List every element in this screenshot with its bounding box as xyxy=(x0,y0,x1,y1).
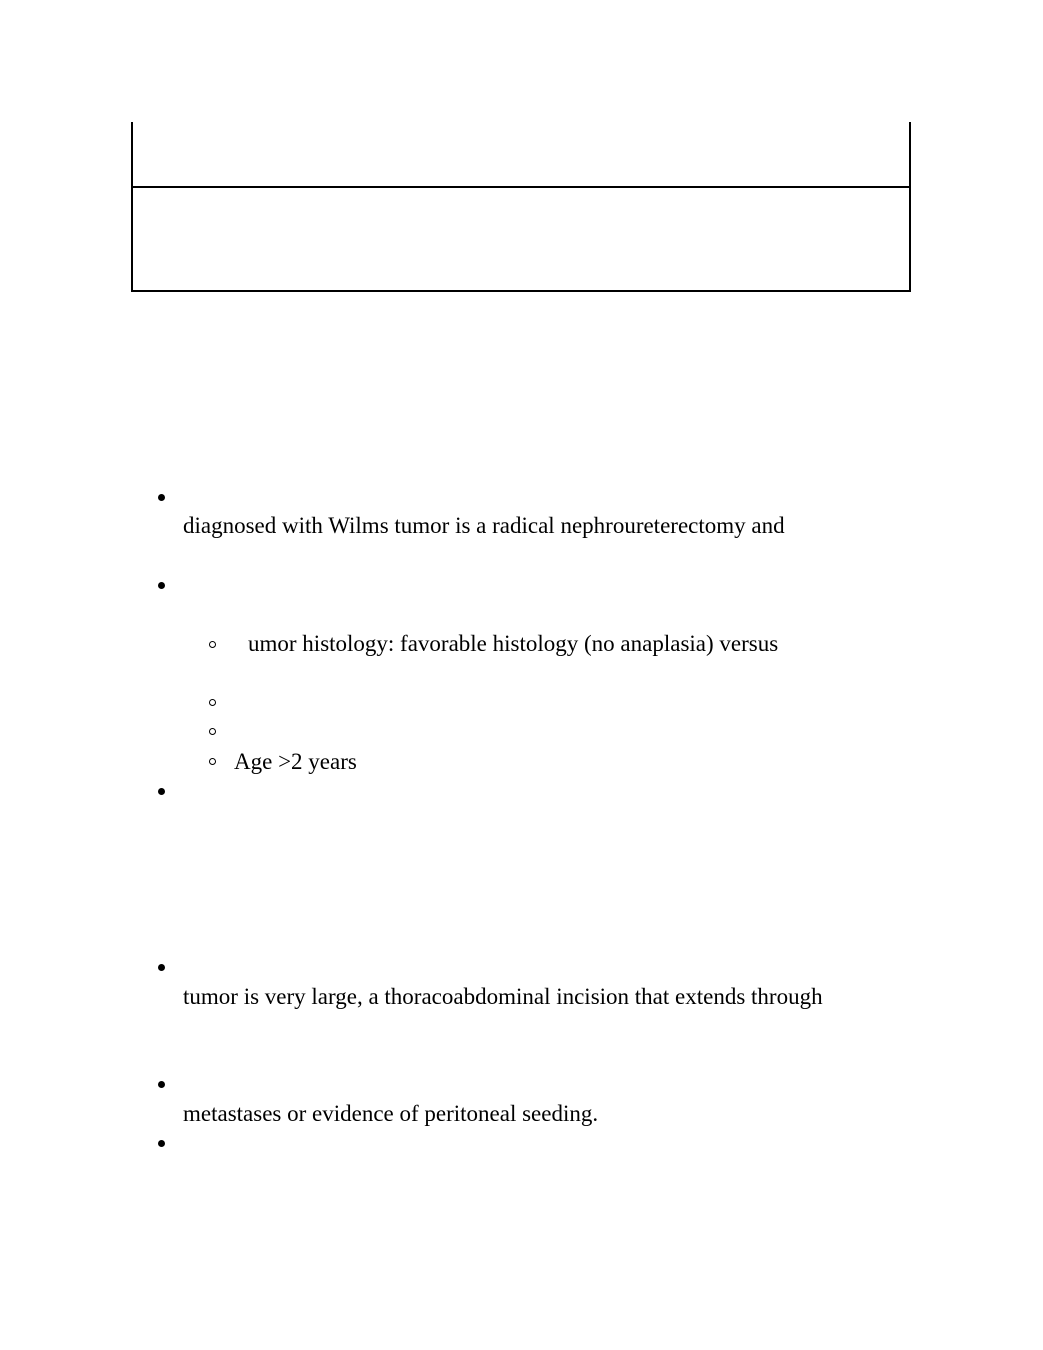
bullet-text: metastases or evidence of peritoneal seeding. xyxy=(183,1101,599,1126)
table-row-divider xyxy=(131,186,911,188)
table-right-border xyxy=(909,122,911,292)
bullet-marker xyxy=(158,788,165,795)
bullet-text: diagnosed with Wilms tumor is a radical nephroureterectomy and xyxy=(183,513,785,538)
table-bottom-border xyxy=(131,290,911,292)
table-left-border xyxy=(131,122,133,292)
bullet-marker xyxy=(158,1081,165,1088)
sub-bullet-marker xyxy=(209,728,216,735)
sub-bullet-marker xyxy=(209,699,216,706)
bullet-marker xyxy=(158,1140,165,1147)
bullet-marker xyxy=(158,964,165,971)
sub-bullet-marker xyxy=(209,641,216,648)
sub-item-text: umor histology: favorable histology (no anaplasia) versus xyxy=(248,631,779,656)
bullet-text: tumor is very large, a thoracoabdominal incision that extends through xyxy=(183,984,823,1009)
table-fragment xyxy=(131,122,911,292)
sub-item-text: Age >2 years xyxy=(234,749,357,774)
bullet-marker xyxy=(158,582,165,589)
bullet-marker xyxy=(158,494,165,501)
sub-bullet-marker xyxy=(209,758,216,765)
